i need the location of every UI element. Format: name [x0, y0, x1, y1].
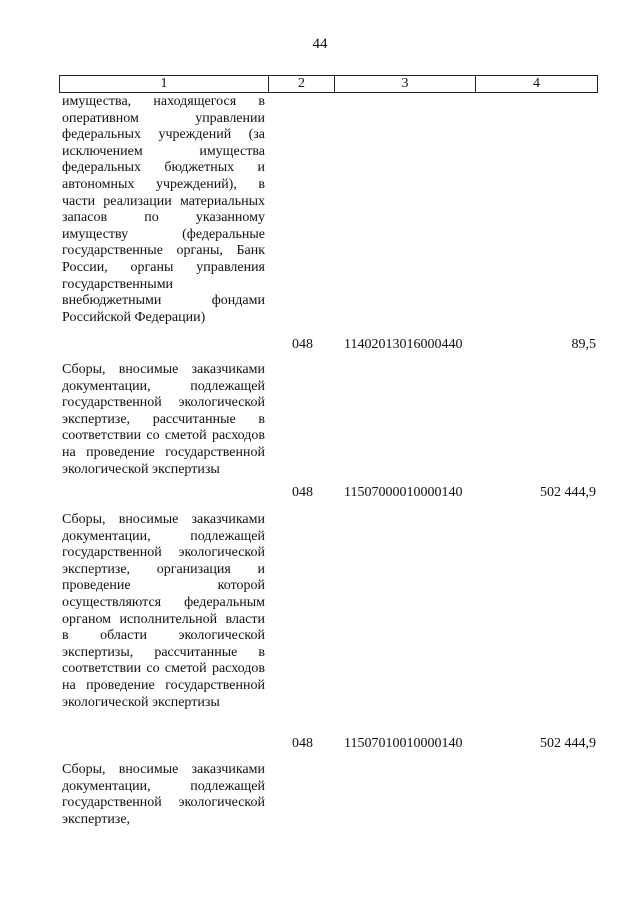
row-amount: 89,5: [571, 337, 596, 352]
row-admin-code: 048: [292, 337, 313, 352]
row-admin-code: 048: [292, 736, 313, 751]
row-amount: 502 444,9: [540, 736, 596, 751]
table-header-row: [60, 76, 598, 93]
column-header-4: 4: [476, 76, 598, 93]
page-number: 44: [312, 36, 328, 52]
table-header: [59, 75, 598, 93]
row-kbk-code: 11402013016000440: [344, 337, 463, 352]
row-description: Сборы, вносимые заказчиками документации, подлежащей государственной экологической экспертизе, организация и проведение которой осуществляются федеральным органом исполнительной власти в области экологической экспертизы, рассчитанные в соответствии со сметой расходов на проведение государственной экологической экспертизы: [62, 512, 265, 710]
row-admin-code: 048: [292, 485, 313, 500]
row-kbk-code: 11507010010000140: [344, 736, 463, 751]
row-description: Сборы, вносимые заказчиками документации, подлежащей государственной экологической экспертизе, рассчитанные в соответствии со сметой расходов на проведение государственной экологической экспертизы: [62, 362, 265, 477]
column-header-3: 3: [335, 76, 476, 93]
column-header-1: 1: [60, 76, 269, 93]
row-description: имущества, находящегося в оперативном управлении федеральных учреждений (за исключением имущества федеральных бюджетных и автономных учреждений), в части реализации материальных запасов по указанному имуществу (федеральные государственные органы, Банк России, органы управления государственными внебюджетными фондами Российской Федерации): [62, 94, 265, 325]
row-description: Сборы, вносимые заказчиками документации, подлежащей государственной экологической экспертизе,: [62, 762, 265, 827]
row-amount: 502 444,9: [540, 485, 596, 500]
row-kbk-code: 11507000010000140: [344, 485, 463, 500]
column-header-2: 2: [269, 76, 335, 93]
